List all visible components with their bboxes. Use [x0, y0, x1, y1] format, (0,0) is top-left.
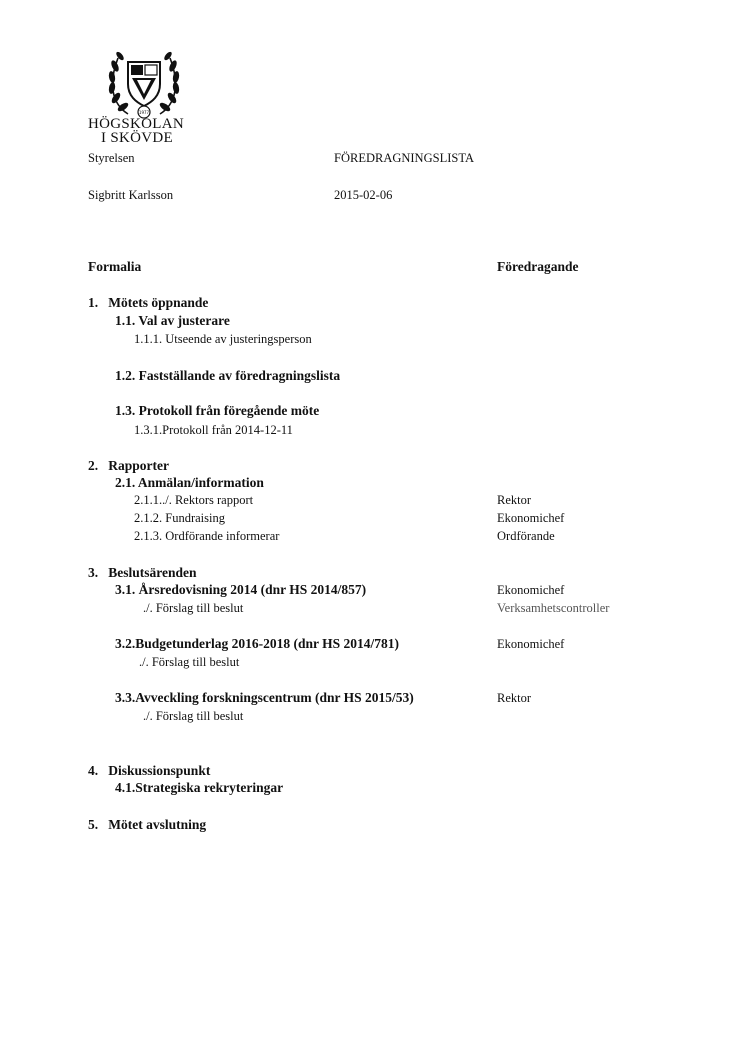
presenter-heading: Föredragande — [497, 259, 579, 274]
agenda-item-1-3-1: 1.3.1.Protokoll från 2014-12-11 — [134, 423, 293, 437]
agenda-item-3: 3. Beslutsärenden — [88, 565, 197, 580]
seal-year: 1977 — [138, 110, 150, 115]
agenda-item-5: 5. Mötet avslutning — [88, 817, 207, 832]
decision-proposal-3-1: ./. Förslag till beslut — [143, 601, 244, 615]
agenda-item-2: 2. Rapporter — [88, 458, 169, 473]
presenter-2-1-3: Ordförande — [497, 529, 555, 543]
presenter-2-1-2: Ekonomichef — [497, 511, 565, 525]
presenter-3-2: Ekonomichef — [497, 637, 565, 651]
formalia-heading: Formalia — [88, 259, 142, 274]
agenda-item-2-1: 2.1. Anmälan/information — [115, 475, 264, 490]
university-seal-logo — [104, 44, 184, 120]
agenda-item-2-1-2: 2.1.2. Fundraising — [134, 511, 225, 525]
presenter-3-1: Ekonomichef — [497, 583, 565, 597]
presenter-3-1-secondary: Verksamhetscontroller — [497, 601, 610, 615]
agenda-item-1-3: 1.3. Protokoll från föregående möte — [115, 403, 320, 418]
institution-name: HÖGSKOLAN I SKÖVDE — [88, 116, 185, 146]
board-name: Styrelsen — [88, 151, 135, 165]
document-date: 2015-02-06 — [334, 188, 393, 202]
agenda-item-4-1: 4.1.Strategiska rekryteringar — [115, 780, 284, 795]
agenda-item-1-1: 1.1. Val av justerare — [115, 313, 230, 328]
decision-proposal-3-2: ./. Förslag till beslut — [139, 655, 240, 669]
agenda-item-3-1: 3.1. Årsredovisning 2014 (dnr HS 2014/857) — [115, 582, 367, 597]
agenda-item-3-3: 3.3.Avveckling forskningscentrum (dnr HS 2015/53) — [115, 690, 414, 705]
agenda-item-1: 1. Mötets öppnande — [88, 295, 209, 310]
agenda-item-4: 4. Diskussionspunkt — [88, 763, 211, 778]
agenda-item-1-1-1: 1.1.1. Utseende av justeringsperson — [134, 332, 312, 346]
agenda-item-2-1-3: 2.1.3. Ordförande informerar — [134, 529, 280, 543]
presenter-3-3: Rektor — [497, 691, 532, 705]
decision-proposal-3-3: ./. Förslag till beslut — [143, 709, 244, 723]
agenda-item-1-2: 1.2. Fastställande av föredragningslista — [115, 368, 341, 383]
agenda-item-2-1-1: 2.1.1../. Rektors rapport — [134, 493, 254, 507]
author-name: Sigbritt Karlsson — [88, 188, 174, 202]
agenda-item-3-2: 3.2.Budgetunderlag 2016-2018 (dnr HS 2014/781) — [115, 636, 400, 651]
document-type: FÖREDRAGNINGSLISTA — [334, 151, 474, 165]
presenter-2-1-1: Rektor — [497, 493, 532, 507]
